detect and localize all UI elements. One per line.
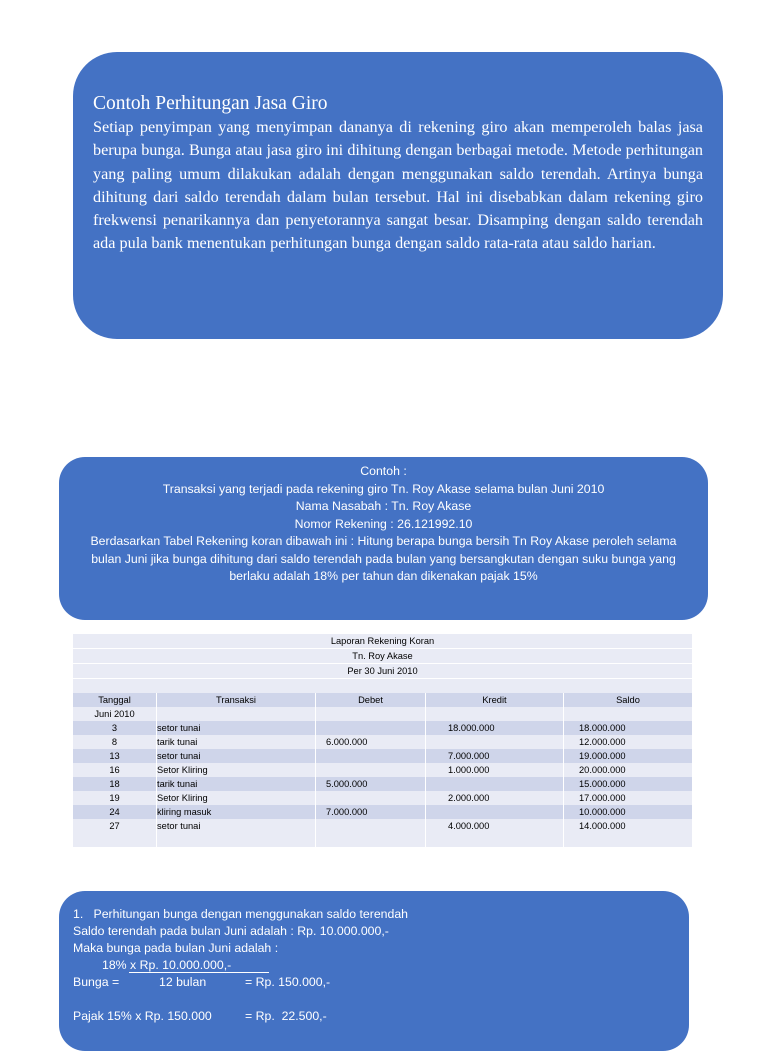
example-line: Transaksi yang terjadi pada rekening giro Tn. Roy Akase selama bulan Juni 2010 [162, 481, 605, 496]
table-cell [316, 833, 426, 847]
cell-tanggal: 8 [73, 735, 157, 749]
cell-tanggal: 27 [73, 819, 157, 833]
example-card [59, 457, 708, 620]
cell-tanggal: 16 [73, 763, 157, 777]
example-line: berlaku adalah 18% per tahun dan dikenakan pajak 15% [229, 569, 538, 583]
table-subheader-row [73, 707, 692, 721]
table-row [73, 763, 692, 777]
calc-step-title: 1. Perhitungan bunga dengan menggunakan saldo terendah [73, 907, 409, 921]
cell-transaksi: kliring masuk [157, 805, 316, 819]
cell-debet: 7.000.000 [316, 805, 426, 819]
table-title: Laporan Rekening Koran [73, 634, 692, 649]
table-row [73, 777, 692, 791]
cell-transaksi: Setor Kliring [157, 763, 316, 777]
cell-kredit [426, 777, 564, 791]
cell-debet [316, 721, 426, 735]
calc-bunga-label: Bunga = [73, 975, 120, 989]
calc-pajak-label: Pajak 15% x Rp. 150.000 [73, 1009, 212, 1023]
calc-pajak-result: = Rp. 22.500,- [245, 1009, 327, 1023]
table-cell [157, 833, 316, 847]
cell-kredit: 4.000.000 [426, 819, 564, 833]
table-footer-row [73, 833, 692, 847]
cell-kredit: 7.000.000 [426, 749, 564, 763]
cell-kredit: 2.000.000 [426, 791, 564, 805]
calc-numerator: 18% x Rp. 10.000.000,- [102, 958, 232, 972]
fraction-line [129, 972, 269, 973]
cell-debet [316, 819, 426, 833]
cell-tanggal: 24 [73, 805, 157, 819]
table-cell [426, 707, 564, 721]
table-account-holder: Tn. Roy Akase [73, 649, 692, 664]
table-row [73, 721, 692, 735]
col-header-kredit: Kredit [426, 693, 564, 707]
cell-transaksi: Setor Kliring [157, 791, 316, 805]
cell-saldo: 19.000.000 [579, 751, 626, 761]
cell-debet [316, 749, 426, 763]
cell-debet [316, 763, 426, 777]
calc-denominator: 12 bulan [159, 975, 207, 989]
calculation-card [59, 891, 689, 1051]
cell-kredit [426, 805, 564, 819]
example-line: Nomor Rekening : 26.121992.10 [294, 516, 473, 531]
cell-transaksi: setor tunai [157, 819, 316, 833]
table-header-row [73, 693, 692, 707]
table-row [73, 819, 692, 833]
col-header-tanggal: Tanggal [73, 693, 157, 707]
example-line: Berdasarkan Tabel Rekening koran dibawah ini : Hitung berapa bunga bersih Tn Roy Akase peroleh selama [90, 534, 677, 548]
table-period: Per 30 Juni 2010 [73, 664, 692, 679]
cell-debet: 6.000.000 [316, 735, 426, 749]
cell-saldo: 14.000.000 [579, 821, 626, 831]
cell-transaksi: tarik tunai [157, 777, 316, 791]
calc-bunga-result: = Rp. 150.000,- [245, 975, 331, 989]
table-cell [157, 707, 316, 721]
example-line: Nama Nasabah : Tn. Roy Akase [295, 499, 472, 513]
cell-saldo: 18.000.000 [579, 723, 626, 733]
col-header-debet: Debet [316, 693, 426, 707]
cell-kredit: 1.000.000 [426, 763, 564, 777]
table-row [73, 791, 692, 805]
example-heading: Contoh : [360, 464, 407, 478]
table-row [73, 749, 692, 763]
table-cell [316, 707, 426, 721]
cell-tanggal: 13 [73, 749, 157, 763]
intro-title: Contoh Perhitungan Jasa Giro [93, 93, 328, 114]
cell-tanggal: 3 [73, 721, 157, 735]
calc-intro: Maka bunga pada bulan Juni adalah : [73, 941, 279, 955]
intro-body: Setiap penyimpan yang menyimpan dananya di rekening giro akan memperoleh balas jasa berupa bunga. Bunga atau jasa giro ini dihitung dengan berbagai metode. Metode perhitungan yang paling umum dilakukan adalah dengan menggunakan saldo terendah. Artinya bunga dihitung dari saldo terendah dalam bulan tersebut. Hal ini disebabkan dalam rekening giro frekwensi penarikannya dan penyetorannya sangat besar. Disamping dengan saldo terendah ada pula bank menentukan perhitungan bunga dengan saldo rata-rata atau saldo harian. [93, 118, 703, 253]
table-cell [564, 707, 692, 721]
cell-kredit [426, 735, 564, 749]
cell-tanggal: 18 [73, 777, 157, 791]
cell-debet [316, 791, 426, 805]
col-header-saldo: Saldo [616, 695, 640, 705]
cell-saldo: 20.000.000 [579, 765, 626, 775]
cell-kredit: 18.000.000 [426, 721, 564, 735]
table-row [73, 805, 692, 819]
intro-card [73, 52, 723, 339]
table-cell [426, 833, 564, 847]
cell-saldo: 15.000.000 [579, 779, 626, 789]
table-cell [73, 833, 157, 847]
cell-tanggal: 19 [73, 791, 157, 805]
cell-saldo: 12.000.000 [579, 737, 626, 747]
account-statement-table [73, 634, 692, 847]
calc-lowest-balance: Saldo terendah pada bulan Juni adalah : Rp. 10.000.000,- [73, 924, 389, 938]
table-body [73, 721, 692, 833]
col-header-transaksi: Transaksi [157, 693, 316, 707]
cell-debet: 5.000.000 [316, 777, 426, 791]
col-subheader-month: Juni 2010 [73, 707, 157, 721]
cell-saldo: 17.000.000 [579, 793, 626, 803]
table-row [73, 735, 692, 749]
table-spacer [73, 679, 692, 693]
cell-saldo: 10.000.000 [579, 807, 626, 817]
cell-transaksi: setor tunai [157, 721, 316, 735]
table-cell [564, 833, 692, 847]
cell-transaksi: tarik tunai [157, 735, 316, 749]
example-line: bulan Juni jika bunga dihitung dari saldo terendah pada bulan yang bersangkutan dengan suku bunga yang [91, 551, 676, 566]
cell-transaksi: setor tunai [157, 749, 316, 763]
